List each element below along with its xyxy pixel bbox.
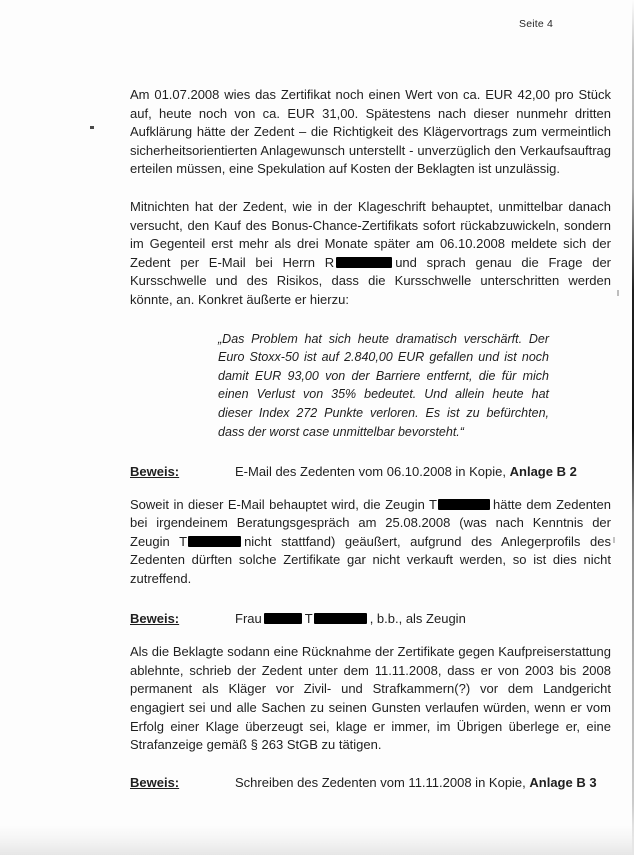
redaction-bar-zeugin-name bbox=[188, 536, 241, 547]
evidence-text bbox=[235, 610, 611, 629]
paragraph-refund-refusal: Als die Beklagte sodann eine Rücknahme der Zertifikate gegen Kaufpreiserstattung ablehnte, schrieb der Zedent unter dem 11.11.2008, dass er von 2003 bis 2008 permanent als Kläger vor Zivil- und Strafkammern(?) vor dem Landgericht engagiert sei und alle Sachen zu seinen Gunsten verlaufen würden, wenn er vom Erfolg einer Klage überzeugt sei, klage er immer, im Übrigen überlege er, eine Strafanzeige gemäß § 263 StGB zu tätigen. bbox=[130, 644, 611, 753]
text-segment: , b.b., als Zeugin bbox=[369, 610, 466, 626]
evidence-line-3 bbox=[130, 774, 611, 793]
redaction-bar-last-name bbox=[314, 613, 367, 624]
text-segment: T bbox=[304, 610, 313, 626]
evidence-label: Beweis: bbox=[130, 774, 180, 790]
paragraph-zeugin-statement bbox=[130, 496, 611, 589]
evidence-text bbox=[235, 463, 611, 482]
redaction-bar-first-name bbox=[264, 613, 302, 624]
redaction-bar-zeugin-name bbox=[438, 499, 490, 510]
scan-speck bbox=[90, 126, 94, 129]
scan-speck bbox=[617, 290, 619, 296]
scan-speck bbox=[613, 537, 615, 543]
redaction-bar-herr-name bbox=[336, 257, 392, 268]
evidence-label: Beweis: bbox=[130, 464, 180, 480]
text-segment: nicht stattfand) geäußert, aufgrund des Anlegerprofils des Zedenten dürften solche Zertifikate gar nicht verkauft werden, so ist dies nicht zutreffend. bbox=[130, 533, 611, 587]
text-segment: hätte dem Zedenten bei irgendeinem Beratungsgespräch am 25.08.2008 (was nach Kenntnis der Zeugin T bbox=[130, 496, 611, 549]
text-segment: Mitnichten hat der Zedent, wie in der Klageschrift behauptet, unmittelbar danach versucht, den Kauf des Bonus-Chance-Zertifikats sofort rückabzuwickeln, sondern im Gegenteil erst mehr als drei Monate später am 06.10.2008 meldete sich der Zedent per E-Mail bei Herrn R bbox=[130, 198, 611, 270]
document-body bbox=[130, 86, 611, 792]
paragraph-certificate-value: Am 01.07.2008 wies das Zertifikat noch einen Wert von ca. EUR 42,00 pro Stück auf, heute noch von ca. EUR 31,00. Spätestens nach dieser nunmehr dritten Aufklärung hätte der Zedent – die Richtigkeit des Klägervortrags zum vermeintlich sicherheitsorientierten Anlagewunsch unterstellt - unverzüglich den Verkaufsauftrag erteilen müssen, eine Spekulation auf Kosten der Beklagten ist unzulässig. bbox=[130, 87, 611, 177]
text-segment: Frau bbox=[235, 610, 262, 626]
evidence-line-2 bbox=[130, 610, 611, 629]
paragraph-email-contact bbox=[130, 198, 611, 310]
text-segment: Soweit in dieser E-Mail behauptet wird, die Zeugin T bbox=[130, 496, 437, 512]
text-segment: Schreiben des Zedenten vom 11.11.2008 in Kopie, bbox=[235, 774, 530, 790]
text-segment: und sprach genau die Frage der Kursschwelle und des Risikos, dass die Kursschwelle unterschritten werden könnte, an. Konkret äußerte er hierzu: bbox=[130, 254, 612, 307]
block-quote-zedent-email: „Das Problem hat sich heute dramatisch verschärft. Der Euro Stoxx-50 ist auf 2.840,00 EUR gefallen und ist noch damit EUR 93,00 von der Barriere entfernt, die für mich einen Verlust von 35% bedeutet. Und allein heute hat dieser Index 272 Punkte verloren. Es ist zu befürchten, dass der worst case unmittelbar bevorsteht.“ bbox=[218, 331, 549, 439]
page-number: Seite 4 bbox=[519, 18, 554, 30]
evidence-label: Beweis: bbox=[130, 610, 180, 626]
evidence-attachment-ref: Anlage B 2 bbox=[509, 464, 577, 480]
evidence-attachment-ref: Anlage B 3 bbox=[529, 774, 597, 790]
scan-bottom-shadow bbox=[0, 825, 634, 855]
text-segment: E-Mail des Zedenten vom 06.10.2008 in Kopie, bbox=[235, 464, 510, 480]
evidence-line-1 bbox=[130, 463, 611, 482]
evidence-text bbox=[235, 774, 611, 793]
